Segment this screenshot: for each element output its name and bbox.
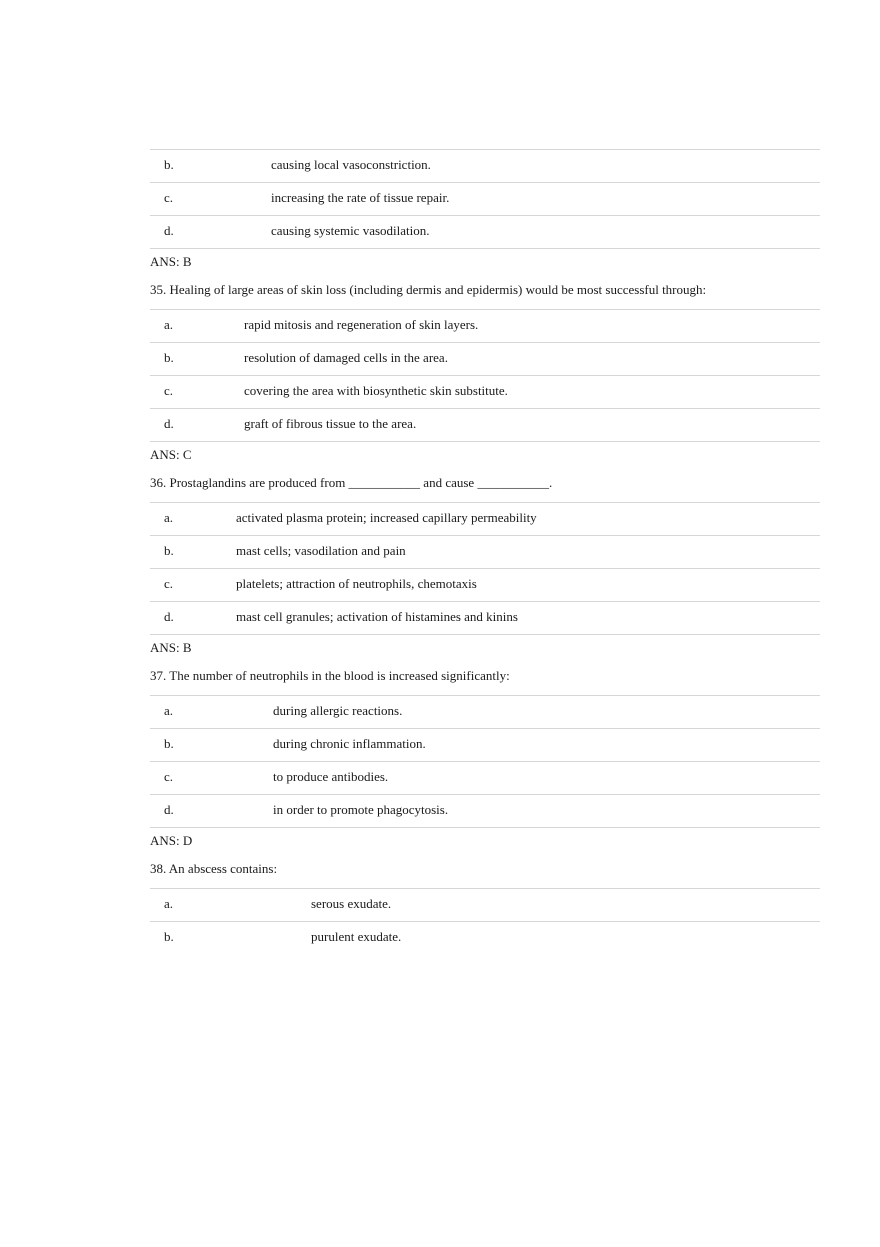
question-text: 38. An abscess contains: xyxy=(150,861,278,876)
option-letter: b. xyxy=(164,543,174,558)
option-row xyxy=(150,921,820,954)
option-letter: c. xyxy=(164,190,174,205)
option-row xyxy=(150,342,820,375)
option-letter: a. xyxy=(164,703,174,718)
option-letter: a. xyxy=(164,896,174,911)
question-text: 36. Prostaglandins are produced from ___________ and cause ___________. xyxy=(150,475,553,490)
option-letter: c. xyxy=(164,576,174,591)
question-text: 37. The number of neutrophils in the blood is increased significantly: xyxy=(150,668,510,683)
option-row xyxy=(150,502,820,535)
question-37-block xyxy=(150,666,820,849)
option-text: activated plasma protein; increased capillary permeability xyxy=(236,510,537,525)
answer-key: ANS: D xyxy=(150,827,820,849)
option-text: in order to promote phagocytosis. xyxy=(273,802,449,817)
option-letter: c. xyxy=(164,383,174,398)
question-35-block xyxy=(150,280,820,463)
question-36-block xyxy=(150,473,820,656)
option-text: platelets; attraction of neutrophils, chemotaxis xyxy=(236,576,477,591)
option-letter: b. xyxy=(164,157,174,172)
question-38-block xyxy=(150,859,820,954)
option-letter: d. xyxy=(164,802,174,817)
option-row xyxy=(150,309,820,342)
option-letter: d. xyxy=(164,416,174,431)
option-text: mast cell granules; activation of histamines and kinins xyxy=(236,609,518,624)
option-text: to produce antibodies. xyxy=(273,769,389,784)
option-letter: a. xyxy=(164,317,174,332)
question-34-block xyxy=(150,149,820,270)
option-text: causing systemic vasodilation. xyxy=(271,223,430,238)
option-letter: b. xyxy=(164,350,174,365)
question-list xyxy=(150,149,820,954)
option-text: during chronic inflammation. xyxy=(273,736,426,751)
option-letter: c. xyxy=(164,769,174,784)
answer-key: ANS: B xyxy=(150,248,820,270)
option-text: purulent exudate. xyxy=(311,929,402,944)
option-letter: a. xyxy=(164,510,174,525)
option-letter: b. xyxy=(164,736,174,751)
option-text: rapid mitosis and regeneration of skin layers. xyxy=(244,317,479,332)
question-text: 35. Healing of large areas of skin loss (including dermis and epidermis) would be most successful through: xyxy=(150,282,707,297)
option-row xyxy=(150,182,820,215)
option-text: causing local vasoconstriction. xyxy=(271,157,431,172)
option-letter: b. xyxy=(164,929,174,944)
option-row xyxy=(150,149,820,182)
option-text: increasing the rate of tissue repair. xyxy=(271,190,450,205)
option-text: serous exudate. xyxy=(311,896,392,911)
option-text: mast cells; vasodilation and pain xyxy=(236,543,406,558)
option-text: during allergic reactions. xyxy=(273,703,403,718)
option-row xyxy=(150,794,820,827)
option-letter: d. xyxy=(164,223,174,238)
option-row xyxy=(150,535,820,568)
option-row xyxy=(150,888,820,921)
option-row xyxy=(150,601,820,634)
option-row xyxy=(150,761,820,794)
option-row xyxy=(150,375,820,408)
option-row xyxy=(150,695,820,728)
option-row xyxy=(150,568,820,601)
answer-key: ANS: C xyxy=(150,441,820,463)
option-letter: d. xyxy=(164,609,174,624)
option-text: covering the area with biosynthetic skin substitute. xyxy=(244,383,508,398)
option-row xyxy=(150,408,820,441)
answer-key: ANS: B xyxy=(150,634,820,656)
option-text: resolution of damaged cells in the area. xyxy=(244,350,448,365)
option-row xyxy=(150,215,820,248)
option-row xyxy=(150,728,820,761)
option-text: graft of fibrous tissue to the area. xyxy=(244,416,417,431)
